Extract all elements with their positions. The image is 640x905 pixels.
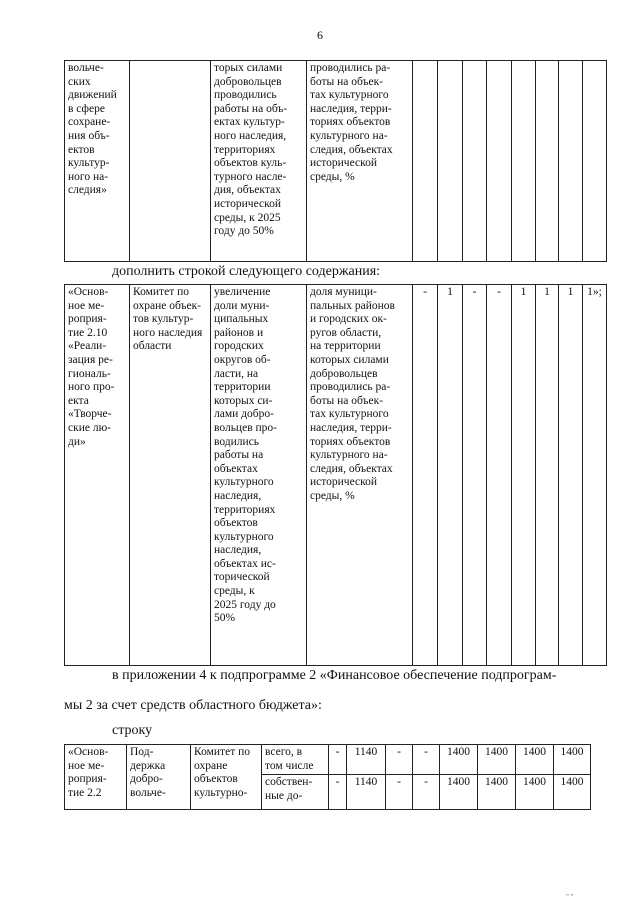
t2-val: 1 (559, 285, 583, 666)
t1-val (413, 61, 438, 262)
t1-col3: торых силами добровольцев проводились работы на объ- ектах культур- ного наследия, территориях объектов куль- турного насле- дия, объектах исторической среды, к 2025 году до 50% (211, 61, 307, 262)
t1-val (487, 61, 512, 262)
paragraph-appendix-line2: мы 2 за счет средств областного бюджета»: (64, 698, 322, 713)
paragraph-appendix-line1: в приложении 4 к подпрограмме 2 «Финансовое обеспечение подпрограм- (112, 668, 557, 683)
t3-val: 1400 (440, 745, 478, 775)
t1-val (438, 61, 463, 262)
t2-val: 1 (438, 285, 463, 666)
t1-col2 (130, 61, 211, 262)
t3-val: - (413, 775, 440, 810)
t1-col4: проводились ра- боты на объек- тах культурного наследия, терри- ториях объектов культурного на- следия, объектах исторической среды, % (307, 61, 413, 262)
t2-col2: Комитет по охране объек- тов культур- ного наследия области (130, 285, 211, 666)
t3-row2-label: собствен- ные до- (262, 775, 329, 810)
table-row (65, 745, 591, 775)
t1-val (583, 61, 607, 262)
t3-col1: «Основ- ное ме- роприя- тие 2.2 (65, 745, 127, 810)
t1-val (559, 61, 583, 262)
t3-val: - (413, 745, 440, 775)
t1-val (536, 61, 559, 262)
t3-val: 1400 (440, 775, 478, 810)
paragraph-add-row: дополнить строкой следующего содержания: (112, 264, 381, 279)
t2-val: - (463, 285, 487, 666)
t2-val: 1»; (583, 285, 607, 666)
t3-val: 1400 (516, 745, 554, 775)
t3-col2: Под- держка добро- вольче- (127, 745, 191, 810)
t3-val: 1400 (554, 775, 591, 810)
t2-col4: доля муници- пальных районов и городских ок- ругов области, на территории которых силами добровольцев проводились ра- боты на объек- тах культурного наследия, терри- ториях объектов культурного на- следия, объектах исторической среды, % (307, 285, 413, 666)
paragraph-row-word: строку (112, 723, 153, 738)
t2-val: 1 (512, 285, 536, 666)
t2-col3: увеличение доли муни- ципальных районов и городских округов об- ласти, на территории которых си- лами добро- вольцев про- водились работы на объектах культурного наследия, территориях объектов культурного наследия, объектах ис- торической среды, к 2025 году до 50% (211, 285, 307, 666)
t3-val: - (386, 775, 413, 810)
table-row (65, 61, 607, 262)
t3-val: 1140 (347, 775, 386, 810)
t3-val: - (329, 775, 347, 810)
t2-val: 1 (536, 285, 559, 666)
table-row (65, 285, 607, 666)
t3-val: 1400 (478, 745, 516, 775)
t3-val: 1140 (347, 745, 386, 775)
t1-val (463, 61, 487, 262)
t2-val: - (487, 285, 512, 666)
table-existing-row (64, 744, 591, 810)
t3-val: - (386, 745, 413, 775)
t3-row1-label: всего, в том числе (262, 745, 329, 775)
table-new-row (64, 284, 607, 666)
corner-mark: " " (566, 893, 574, 901)
t1-col1: вольче- ских движений в сфере сохране- ния объ- ектов культур- ного на- следия» (65, 61, 130, 262)
t1-val (512, 61, 536, 262)
t2-col1: «Основ- ное ме- роприя- тие 2.10 «Реали- зация ре- гиональ- ного про- екта «Творче- ские лю- ди» (65, 285, 130, 666)
t3-col3: Комитет по охране объектов культурно- (191, 745, 262, 810)
t2-val: - (413, 285, 438, 666)
table-continued (64, 60, 607, 262)
t3-val: 1400 (554, 745, 591, 775)
t3-val: 1400 (478, 775, 516, 810)
page-number: 6 (317, 28, 323, 42)
t3-val: - (329, 745, 347, 775)
t3-val: 1400 (516, 775, 554, 810)
